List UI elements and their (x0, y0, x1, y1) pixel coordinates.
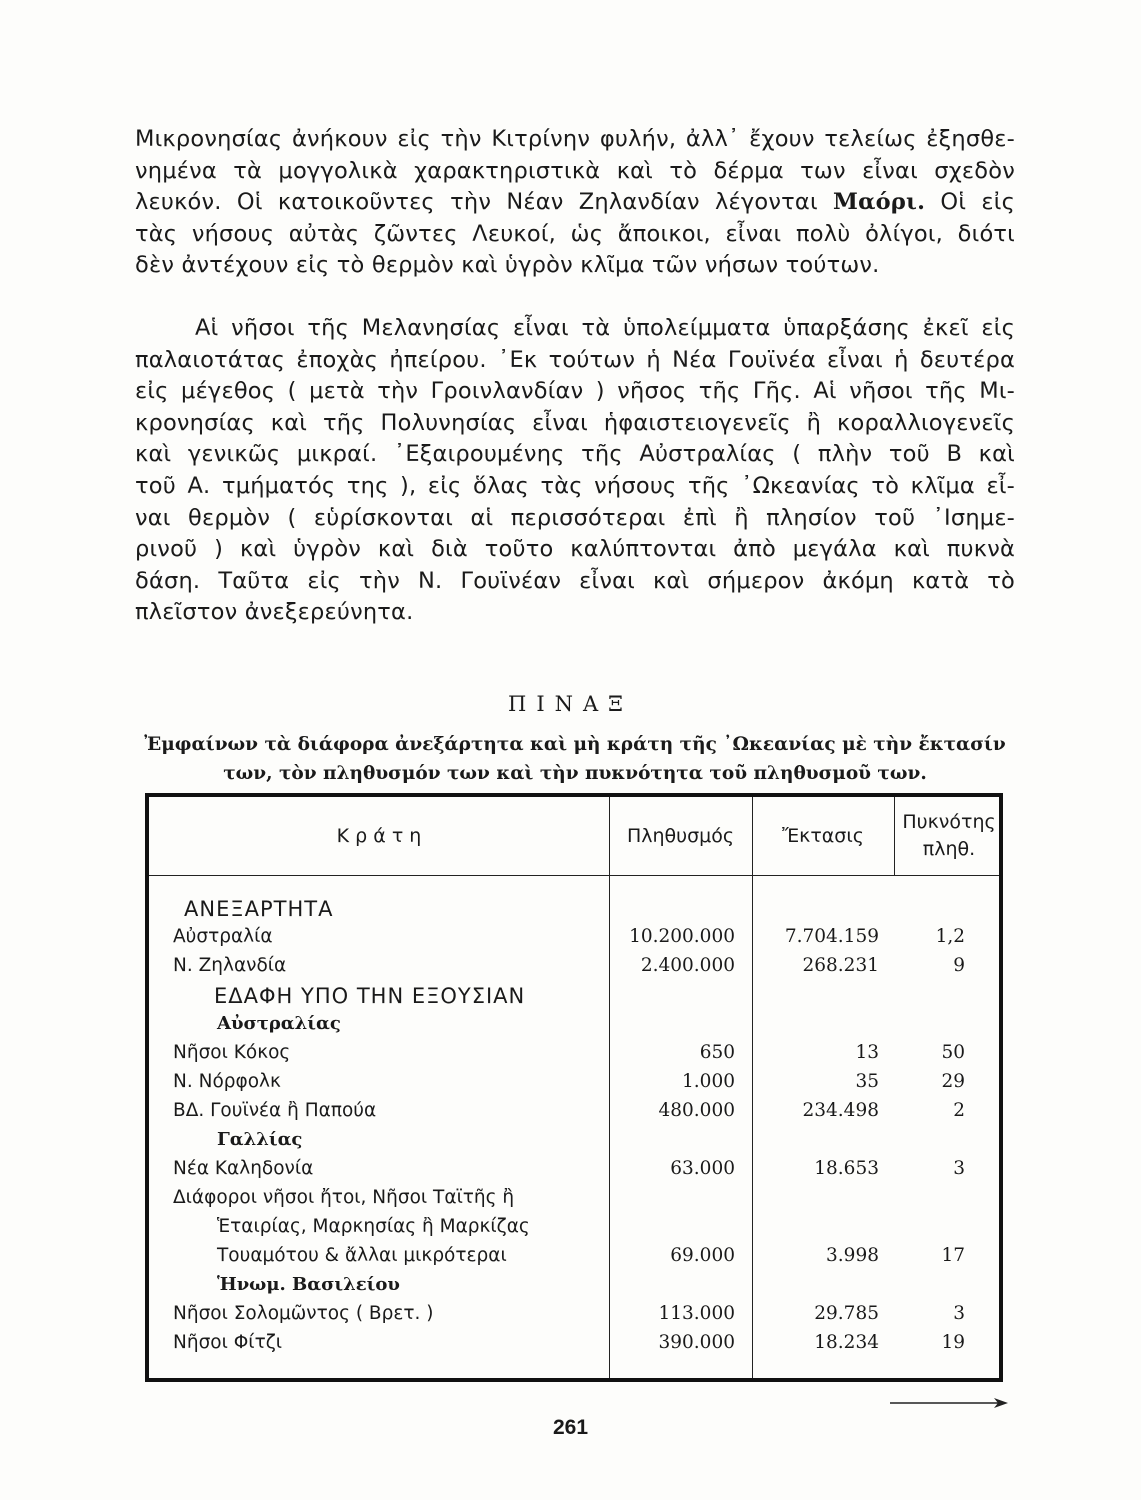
row-name: ΒΔ. Γουϊνέα ἢ Παπούα (173, 1100, 377, 1121)
cell-area: 234.498 (802, 1100, 879, 1121)
text-line: δάση. Ταῦτα εἰς τὴν Ν. Γουϊνέαν εἶναι καὶ σήμερον ἀκόμη κατὰ τὸ (135, 567, 1015, 594)
cell-area: 3.998 (826, 1245, 879, 1266)
cell-population: 10.200.000 (629, 926, 735, 947)
text-line: ναι θερμὸν ( εὑρίσκονται αἱ περισσότεραι ἐπὶ ἢ πλησίον τοῦ ᾿Ισημε- (135, 504, 1015, 531)
row-name: Νῆσοι Φίτζι (173, 1332, 283, 1353)
table-row (149, 1303, 999, 1331)
table-row (149, 1013, 999, 1041)
text-line: παλαιοτάτας ἐποχὰς ἠπείρου. ᾿Εκ τούτων ἡ Νέα Γουϊνέα εἶναι ἡ δευτέρα (135, 346, 1015, 373)
header-population: Πληθυσμός (626, 824, 735, 847)
cell-area: 29.785 (814, 1303, 879, 1324)
cell-population: 480.000 (658, 1100, 735, 1121)
table-caption (135, 730, 1015, 788)
cell-density: 50 (941, 1042, 965, 1063)
cell-population: 113.000 (658, 1303, 735, 1324)
text-line: νημένα τὰ μογγολικὰ χαρακτηριστικὰ καὶ τὸ δέρμα των εἶναι σχεδὸν (135, 157, 1015, 184)
caption-line: Ἐμφαίνων τὰ διάφορα ἀνεξάρτητα καὶ μὴ κράτη τῆς ᾿Ωκεανίας μὲ τὴν ἔκτασίν (144, 734, 1006, 755)
cell-density: 3 (953, 1158, 965, 1179)
bold-term: Μαόρι. (833, 189, 926, 216)
cell-population: 1.000 (682, 1071, 735, 1092)
table-row (149, 1100, 999, 1128)
cell-density: 2 (953, 1100, 965, 1121)
table-row (149, 897, 999, 925)
row-name: Διάφοροι νῆσοι ἤτοι, Νῆσοι Ταϊτῆς ἢ (173, 1187, 515, 1208)
header-area: Ἔκτασις (782, 824, 864, 847)
row-name: ΑΝΕΞΑΡΤΗΤΑ (184, 897, 334, 921)
text-line: τὰς νήσους αὐτὰς ζῶντες Λευκοί, ὡς ἄποικοι, εἶναι πολὺ ὀλίγοι, διότι (135, 220, 1015, 247)
table-row (149, 1216, 999, 1244)
table-row (149, 1332, 999, 1360)
cell-area: 18.234 (814, 1332, 879, 1353)
table-row (149, 1274, 999, 1302)
cell-area: 13 (855, 1042, 879, 1063)
cell-area: 35 (855, 1071, 879, 1092)
table-row (149, 1071, 999, 1099)
row-name: Τουαμότου & ἄλλαι μικρότεραι (217, 1245, 507, 1266)
cell-density: 19 (941, 1332, 965, 1353)
paragraph-2 (135, 313, 1015, 629)
text-line (135, 187, 1015, 219)
row-name: Νῆσοι Κόκος (173, 1042, 291, 1063)
data-table (145, 793, 1003, 1382)
cell-population: 69.000 (670, 1245, 735, 1266)
row-name: Ἑταιρίας, Μαρκησίας ἢ Μαρκίζας (217, 1216, 530, 1237)
table-row (149, 1245, 999, 1273)
cell-area: 7.704.159 (784, 926, 879, 947)
cell-population: 650 (699, 1042, 735, 1063)
text-line: πλεῖστον ἀνεξερεύνητα. (135, 599, 414, 626)
cell-density: 3 (953, 1303, 965, 1324)
row-name: Ν. Ζηλανδία (173, 955, 287, 976)
table-row (149, 984, 999, 1012)
header-states: Κ ρ ά τ η (336, 824, 422, 847)
table-row (149, 955, 999, 983)
text-line: εἰς μέγεθος ( μετὰ τὴν Γροινλανδίαν ) νῆσος τῆς Γῆς. Αἱ νῆσοι τῆς Μι- (135, 378, 1015, 405)
cell-population: 2.400.000 (640, 955, 735, 976)
table-title: ΠΙΝΑΞ (508, 692, 633, 716)
cell-area: 18.653 (814, 1158, 879, 1179)
text-line: ρινοῦ ) καὶ ὑγρὸν καὶ διὰ τοῦτο καλύπτονται ἀπὸ μεγάλα καὶ πυκνὰ (135, 536, 1015, 563)
divider (149, 875, 999, 876)
cell-density: 17 (941, 1245, 965, 1266)
cell-density: 29 (941, 1071, 965, 1092)
cell-population: 390.000 (658, 1332, 735, 1353)
row-name: Νέα Καληδονία (173, 1158, 314, 1179)
table-row (149, 1129, 999, 1157)
header-density-line: Πυκνότης (902, 811, 996, 833)
header-density-line: πληθ. (922, 838, 976, 860)
row-name: Αὐστραλία (173, 926, 273, 947)
text-line: δὲν ἀντέχουν εἰς τὸ θερμὸν καὶ ὑγρὸν κλῖμα τῶν νήσων τούτων. (135, 252, 880, 279)
text-line: κρονησίας καὶ τῆς Πολυνησίας εἶναι ἡφαιστειογενεῖς ἢ κοραλλιογενεῖς (135, 409, 1015, 436)
row-name: Νῆσοι Σολομῶντος ( Βρετ. ) (173, 1303, 434, 1324)
cell-area: 268.231 (802, 955, 879, 976)
row-name: ΕΔΑΦΗ ΥΠΟ ΤΗΝ ΕΞΟΥΣΙΑΝ (214, 984, 526, 1008)
text-line: Μικρονησίας ἀνήκουν εἰς τὴν Κιτρίνην φυλήν, ἀλλ᾿ ἔχουν τελείως ἐξησθε- (135, 126, 1015, 152)
table-row (149, 926, 999, 954)
text-line: Αἱ νῆσοι τῆς Μελανησίας εἶναι τὰ ὑπολείμματα ὑπαρξάσης ἐκεῖ εἰς (195, 315, 1015, 341)
cell-population: 63.000 (670, 1158, 735, 1179)
row-name: Αὐστραλίας (217, 1013, 341, 1034)
text-line: καὶ γενικῶς μικραί. ᾿Εξαιρουμένης τῆς Αὐστραλίας ( πλὴν τοῦ Β καὶ (135, 441, 1015, 468)
table-row (149, 1187, 999, 1215)
row-name: Ν. Νόρφολκ (173, 1071, 281, 1092)
cell-density: 1,2 (935, 926, 965, 947)
table-row (149, 1158, 999, 1186)
row-name: Γαλλίας (217, 1129, 303, 1150)
text-line: τοῦ Α. τμήματός της ), εἰς ὅλας τὰς νήσους τῆς ᾿Ωκεανίας τὸ κλῖμα εἶ- (135, 472, 1015, 499)
table-row (149, 1042, 999, 1070)
cell-density: 9 (953, 955, 965, 976)
page-number: 261 (552, 1416, 589, 1439)
row-name: Ἡνωμ. Βασιλείου (217, 1274, 400, 1295)
paragraph-1 (135, 124, 1015, 282)
header-density (894, 797, 1004, 875)
arrow-right-icon (890, 1395, 1010, 1411)
caption-line: των, τὸν πληθυσμόν των καὶ τὴν πυκνότητα τοῦ πληθυσμοῦ των. (223, 763, 927, 784)
text-run: λευκόν. Οἱ κατοικοῦντες τὴν Νέαν Ζηλανδίαν λέγονται (135, 189, 818, 216)
text-run: Οἱ εἰς (925, 189, 1015, 216)
